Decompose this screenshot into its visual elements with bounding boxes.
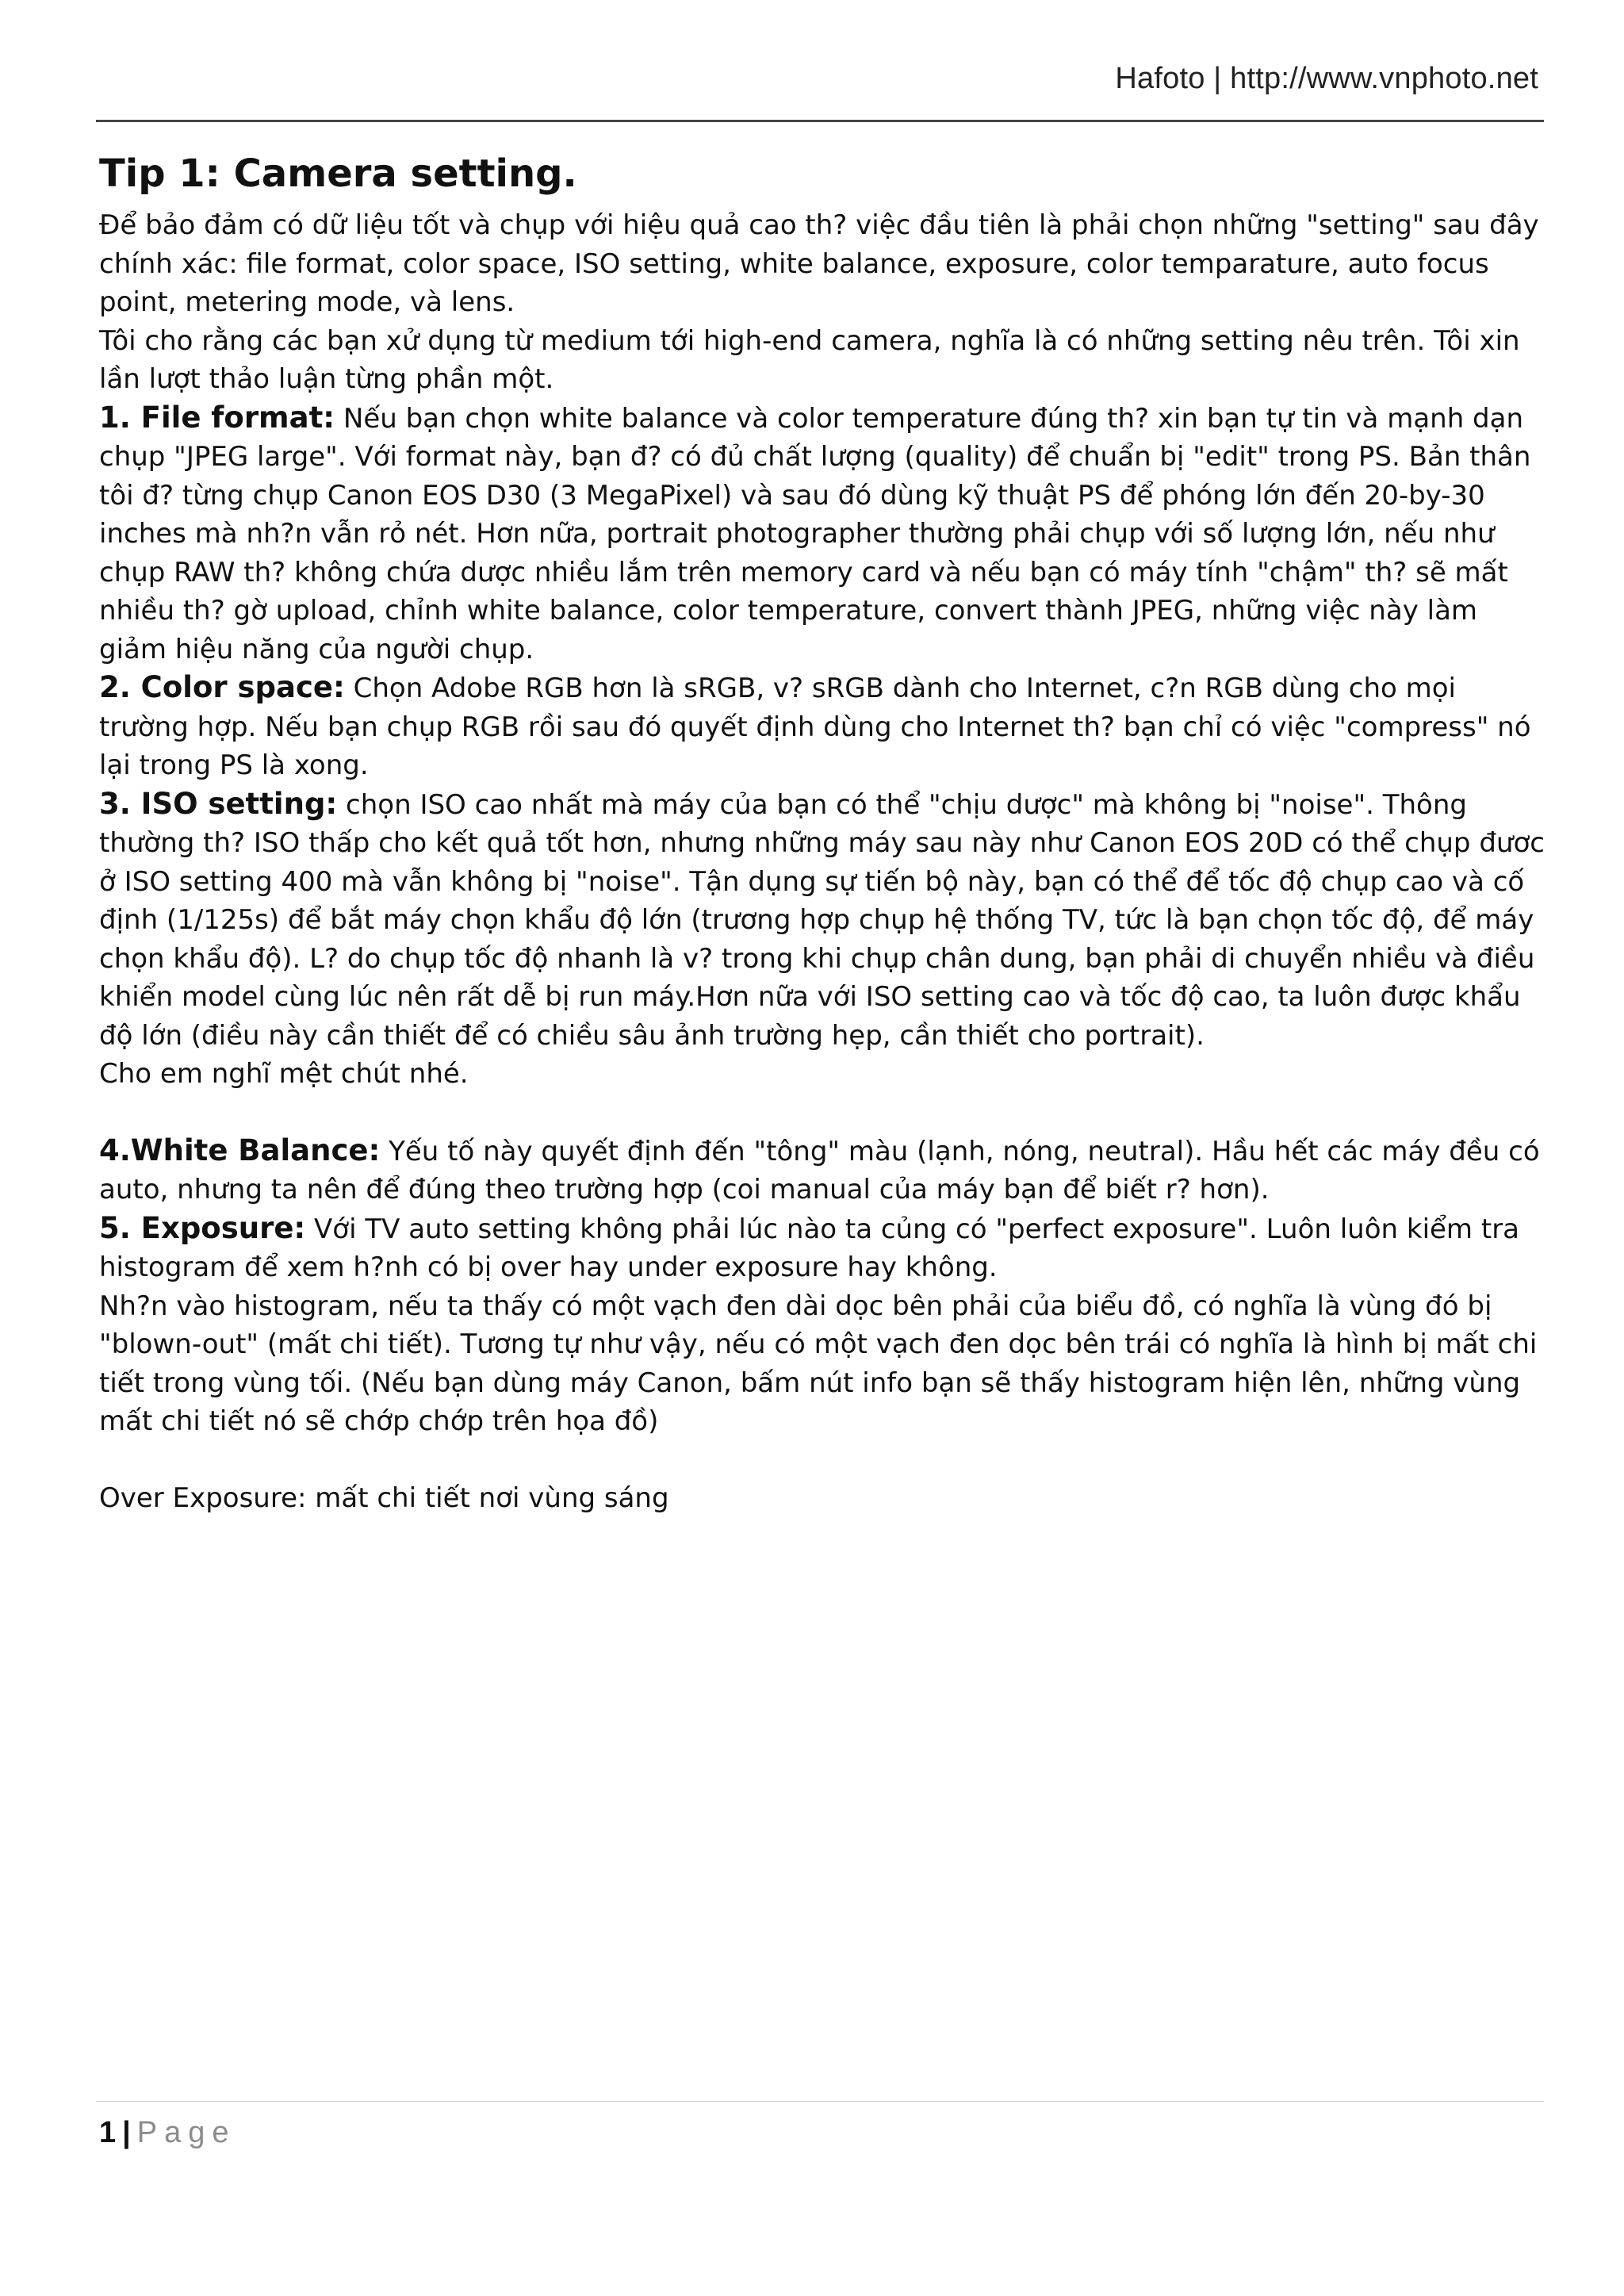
- section-heading: 4.White Balance:: [99, 1133, 381, 1167]
- section-heading: 2. Color space:: [99, 670, 345, 704]
- running-header: Hafoto | http://www.vnphoto.net: [1115, 62, 1538, 95]
- page-number: 1: [99, 2116, 117, 2149]
- page-footer: [99, 2116, 236, 2150]
- document-body: [99, 148, 1550, 1517]
- intro-paragraph-1: Để bảo đảm có dữ liệu tốt và chụp với hiệu quả cao th? việc đầu tiên là phải chọn những "setting" sau đây chính xác: file format, color space, ISO setting, white balance, exposure, color temparature, auto focus point, metering mode, và lens.: [99, 209, 1539, 318]
- paragraph-gap: [99, 1094, 1550, 1132]
- footer-divider: [96, 2101, 1544, 2102]
- page-label: Page: [136, 2116, 236, 2149]
- section-color-space: [99, 669, 1550, 785]
- footer-separator: |: [122, 2116, 131, 2149]
- section-heading: 5. Exposure:: [99, 1210, 306, 1245]
- section-heading: 3. ISO setting:: [99, 786, 338, 821]
- page-title: Tip 1: Camera setting.: [99, 151, 577, 196]
- break-note: Cho em nghĩ mệt chút nhé.: [99, 1058, 469, 1090]
- paragraph-gap: [99, 1441, 1550, 1479]
- header-divider: [96, 120, 1544, 122]
- over-exposure-note: Over Exposure: mất chi tiết nơi vùng sáng: [99, 1481, 669, 1514]
- section-file-format: [99, 399, 1550, 669]
- section-text: Yếu tố này quyết định đến "tông" màu (lạnh, nóng, neutral). Hầu hết các máy đều có auto, nhưng ta nên để đúng theo trường hợp (coi manual của máy bạn để biết r? hơn).: [99, 1135, 1540, 1205]
- section-text: chọn ISO cao nhất mà máy của bạn có thể "chịu dược" mà không bị "noise". Thông thường th? ISO thấp cho kết quả tốt hơn, nhưng những máy sau này như Canon EOS 20D có thể chụp đươc ở ISO setting 400 mà vẫn không bị "noise". Tận dụng sự tiến bộ này, bạn có thể để tốc độ chụp cao và cố định (1/125s) để bắt máy chọn khẩu độ lớn (trương hợp chụp hệ thống TV, tức là bạn chọn tốc độ, để máy chọn khẩu độ). L? do chụp tốc độ nhanh là v? trong khi chụp chân dung, bạn phải di chuyển nhiều và điều khiển model cùng lúc nên rất dễ bị run máy.Hơn nữa với ISO setting cao và tốc độ cao, ta luôn được khẩu độ lớn (điều này cần thiết để có chiều sâu ảnh trường hẹp, cần thiết cho portrait).: [99, 788, 1545, 1052]
- section-iso-setting: [99, 785, 1550, 1056]
- section-heading: 1. File format:: [99, 400, 335, 435]
- section-text: Chọn Adobe RGB hơn là sRGB, v? sRGB dành cho Internet, c?n RGB dùng cho mọi trường hợp. Nếu bạn chụp RGB rồi sau đó quyết định dùng cho Internet th? bạn chỉ có việc "compress" nó lại trong PS là xong.: [99, 673, 1531, 781]
- section-text: Với TV auto setting không phải lúc nào ta củng có "perfect exposure". Luôn luôn kiểm tra histogram để xem h?nh có bị over hay under exposure hay không.: [99, 1213, 1520, 1283]
- section-white-balance: [99, 1132, 1550, 1209]
- section-exposure: [99, 1209, 1550, 1287]
- intro-paragraph-2: Tôi cho rằng các bạn xử dụng từ medium tới high-end camera, nghĩa là có những setting nêu trên. Tôi xin lần lượt thảo luận từng phần một.: [99, 324, 1520, 395]
- section-text: Nếu bạn chọn white balance và color temperature đúng th? xin bạn tự tin và mạnh dạn chụp "JPEG large". Với format này, bạn đ? có đủ chất lượng (quality) để chuẩn bị "edit" trong PS. Bản thân tôi đ? từng chụp Canon EOS D30 (3 MegaPixel) và sau đó dùng kỹ thuật PS để phóng lớn đến 20-by-30 inches mà nh?n vẫn rỏ nét. Hơn nữa, portrait photographer thường phải chụp với số lượng lớn, nếu như chụp RAW th? không chứa dược nhiều lắm trên memory card và nếu bạn có máy tính "chậm" th? sẽ mất nhiều th? gờ upload, chỉnh white balance, color temperature, convert thành JPEG, những việc này làm giảm hiệu năng của người chụp.: [99, 402, 1531, 665]
- histogram-note: Nh?n vào histogram, nếu ta thấy có một vạch đen dài dọc bên phải của biểu đồ, có nghĩa là vùng đó bị "blown-out" (mất chi tiết). Tương tự như vậy, nếu có một vạch đen dọc bên trái có nghĩa là hình bị mất chi tiết trong vùng tối. (Nếu bạn dùng máy Canon, bấm nút info bạn sẽ thấy histogram hiện lên, những vùng mất chi tiết nó sẽ chớp chớp trên họa đồ): [99, 1290, 1538, 1437]
